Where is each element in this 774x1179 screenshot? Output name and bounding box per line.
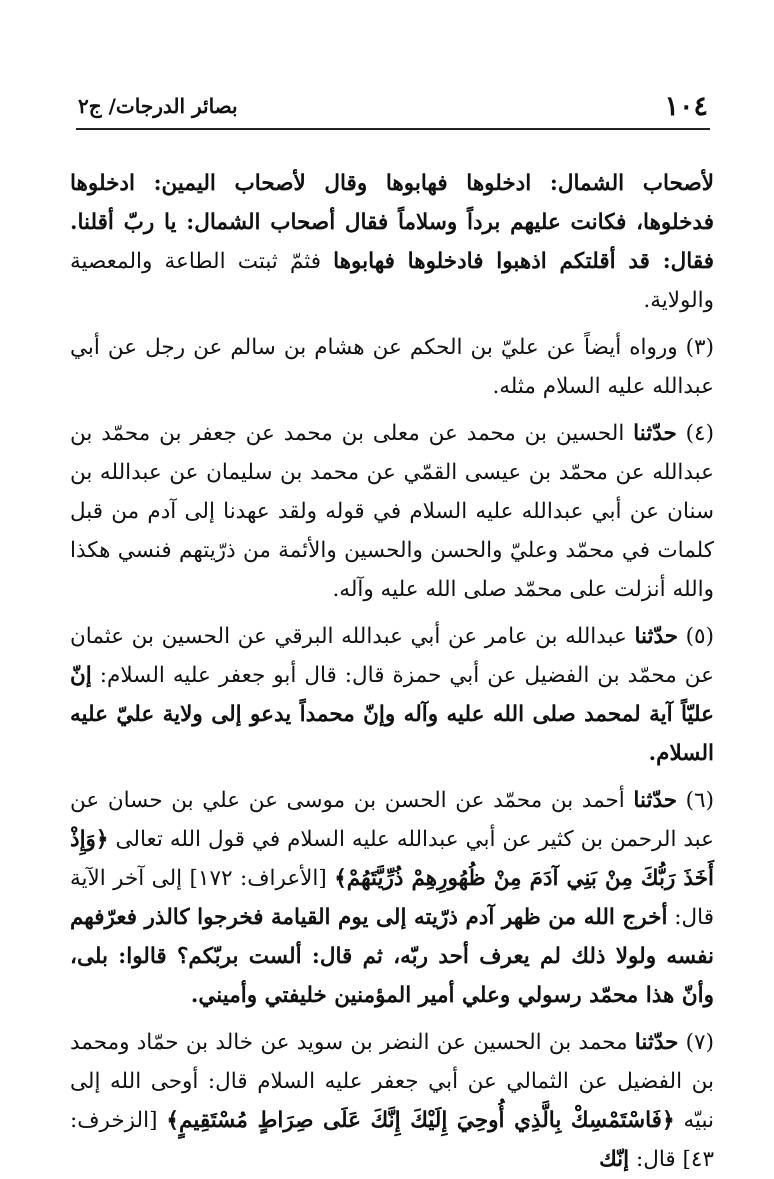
text-run: [الأعراف: ١٧٢] إلى آخر الآية قال: — [70, 866, 715, 930]
bold-run: إنّك — [599, 1147, 630, 1172]
bold-run: أخرج الله من ظهر آدم ذرّيته إلى يوم القيامة فخرجوا كالذر فعرّفهم نفسه ولولا ذلك لم يعرف أحد ربّه، ثم قال: ألست بربّكم؟ قالوا: بلى، وأنّ هذا محمّد رسولي وعلي أمير المؤمنين خليفتي وأميني. — [70, 905, 714, 1008]
text-run: محمد بن الحسين عن النضر بن سويد عن خالد بن حمّاد ومحمد بن الفضيل عن الثمالي عن أبي جعفر عليه السلام قال: أوحى الله إلى نبيّه — [70, 1030, 714, 1133]
bold-run: ﴿فَاسْتَمْسِكْ بِالَّذِي أُوحِيَ إِلَيْكَ إِنَّكَ عَلَى صِرَاطٍ مُسْتَقِيمٍ﴾ — [166, 1108, 675, 1133]
text-run: (٣) ورواه أيضاً عن عليّ بن الحكم عن هشام بن سالم عن رجل عن أبي عبدالله عليه السلام مثله. — [70, 335, 714, 399]
text-run: الحسين بن محمد عن معلى بن محمد عن جعفر بن محمّد بن عبدالله عن محمّد بن عيسى القمّي عن محمد بن سليمان عن عبدالله بن سنان عن أبي عبدالله عليه السلام في قوله ولقد عهدنا إلى آدم من قبل كلمات في محمّد وعليّ والحسن والحسين والأئمة من ذرّيتهم فنسي هكذا والله أنزلت على محمّد صلى الله عليه وآله. — [70, 421, 714, 602]
paragraph — [70, 1023, 714, 1179]
bold-run: لأصحاب الشمال: ادخلوها فهابوها وقال لأصحاب اليمين: ادخلوها فدخلوها، فكانت عليهم برداً وسلاماً فقال أصحاب الشمال: يا ربّ أقلنا. فقال: قد أقلتكم اذهبوا فادخلوها فهابوها — [70, 171, 714, 274]
text-run: فثمّ ثبتت الطاعة والمعصية والولاية. — [70, 249, 714, 313]
page-body — [70, 164, 715, 1172]
bold-run: حدّثنا — [633, 788, 678, 813]
paragraph — [70, 164, 714, 320]
bold-run: إنّ عليّاً آية لمحمد صلى الله عليه وآله وإنّ محمداً يدعو إلى ولاية عليّ عليه السلام. — [70, 663, 714, 766]
text-run: (٤) — [676, 421, 714, 446]
paragraph — [70, 414, 714, 609]
paragraph — [70, 617, 714, 773]
running-title: بصائر الدرجات/ ج٢ — [78, 94, 238, 118]
text-run: [الزخرف: ٤٣] قال: — [70, 1108, 714, 1172]
text-run: عبدالله بن عامر عن أبي عبدالله البرقي عن الحسين بن عثمان عن محمّد بن الفضيل عن أبي حمزة قال: قال أبو جعفر عليه السلام: — [70, 624, 714, 688]
bold-run: حدّثنا — [634, 624, 679, 649]
header-rule — [76, 128, 710, 130]
bold-run: حدّثنا — [634, 1030, 679, 1055]
text-run: أحمد بن محمّد عن الحسن بن موسى عن علي بن حسان عن عبد الرحمن بن كثير عن أبي عبدالله عليه السلام في قول الله تعالى — [70, 788, 714, 852]
text-run: (٥) — [678, 624, 714, 649]
bold-run: حدّثنا — [633, 421, 677, 446]
text-run: (٧) — [678, 1030, 714, 1055]
paragraph — [70, 328, 714, 406]
text-run: (٦) — [677, 788, 714, 813]
bold-run: ﴿وَإِذْ أَخَذَ رَبُّكَ مِنْ بَنِي آدَمَ مِنْ ظُهُورِهِمْ ذُرِّيَّتَهُمْ﴾ — [70, 827, 714, 891]
page-number: ١٠٤ — [664, 90, 708, 122]
page-header — [78, 88, 708, 124]
paragraph — [70, 781, 714, 1015]
